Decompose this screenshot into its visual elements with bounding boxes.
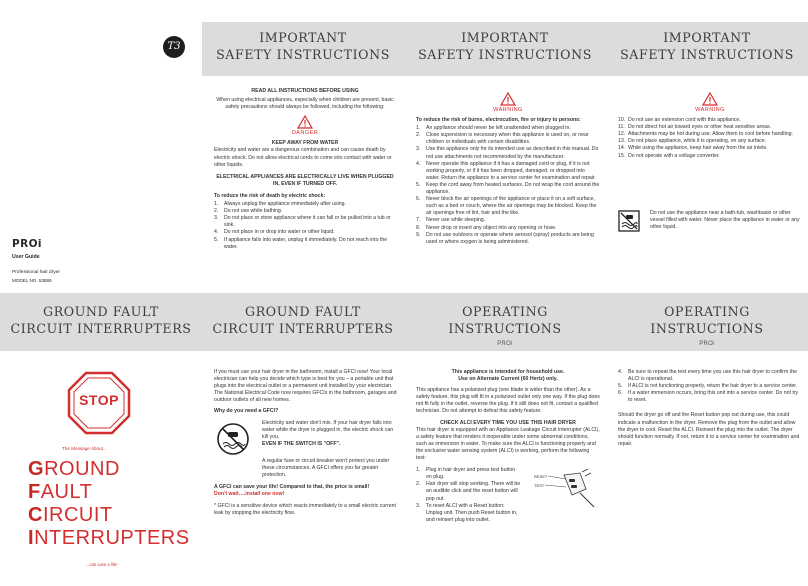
list-item: 3. To reset ALCI with a Reset button: Unplug unit. Then push Reset button in, and reinsert plug into outlet. bbox=[416, 502, 518, 523]
model-number: MODEL NO. 53886 bbox=[12, 278, 52, 283]
even-if-text: EVEN IF THE SWITCH IS "OFF". bbox=[262, 440, 341, 447]
header-line-1: IMPORTANT bbox=[259, 30, 347, 45]
danger-triangle-icon bbox=[297, 115, 313, 129]
header-line-2: CIRCUIT INTERRUPTERS bbox=[10, 321, 192, 336]
household-text: This appliance is intended for household use. bbox=[451, 369, 565, 375]
warning-block bbox=[618, 92, 802, 114]
alci-plug-icon bbox=[528, 469, 600, 509]
safety-3-list bbox=[618, 117, 802, 160]
plug-text: This appliance has a polarized plug (one blade is wider than the other). As a safety feature, this plug will fit in a polarized outlet only one way. If the plug does not fit fully in the outlet, reverse the plug. If it still does not fit, contact a qualified technician. Do not attempt to defeat this safety feature. bbox=[416, 387, 600, 415]
operating-panel-2 bbox=[606, 293, 808, 586]
alci-steps bbox=[416, 467, 521, 524]
safety-2-list bbox=[416, 125, 600, 246]
list-item: 2. Do not use while bathing. bbox=[214, 208, 283, 215]
fuse-text: A regular fuse or circuit breaker won't protect you under these circumstances. A GFCI offers you far greater protection. bbox=[262, 457, 390, 478]
header-line-1: IMPORTANT bbox=[663, 30, 751, 45]
operating-1-header bbox=[404, 293, 606, 351]
list-item: 4. Do not place in or drop into water or other liquid. bbox=[214, 229, 335, 236]
bath-warning bbox=[618, 210, 802, 238]
list-item: 12. Attachments may be hot during use. Allow them to cool before handling. bbox=[618, 131, 793, 138]
header-sub: PROi bbox=[699, 341, 715, 347]
header-line-2: INSTRUCTIONS bbox=[650, 321, 764, 336]
why-heading: Why do you need a GFCI? bbox=[214, 408, 279, 415]
safety-1-list bbox=[214, 201, 396, 251]
header-line-2: SAFETY INSTRUCTIONS bbox=[216, 47, 390, 62]
safety-panel-1 bbox=[202, 0, 404, 293]
list-item: 14. While using the appliance, keep hair away from the air inlets. bbox=[618, 145, 768, 152]
poster-word-fault: FAULT bbox=[28, 481, 93, 503]
reduce-heading: To reduce the risk of death by electric shock: bbox=[214, 192, 326, 199]
poster-word-ground: GROUND bbox=[28, 458, 120, 480]
logo-text: T3 bbox=[167, 41, 181, 52]
product-desc: Professional hair dryer bbox=[12, 270, 60, 275]
list-item: 10. Do not use an extension cord with this appliance. bbox=[618, 117, 741, 124]
list-item: 15. Do not operate with a voltage converter. bbox=[618, 152, 720, 159]
warning-triangle-icon bbox=[500, 92, 516, 106]
list-item: 7. Never use while sleeping. bbox=[416, 217, 486, 224]
live-when-heading: ELECTRICAL APPLIANCES ARE ELECTRICALLY LIVE WHEN PLUGGED IN, EVEN IF TURNED OFF. bbox=[216, 173, 394, 187]
safety-panel-2 bbox=[404, 0, 606, 293]
header-line-1: OPERATING bbox=[462, 304, 548, 319]
stop-text: STOP bbox=[79, 392, 119, 408]
header-line-2: SAFETY INSTRUCTIONS bbox=[418, 47, 592, 62]
safety-1-header bbox=[202, 22, 404, 76]
list-item: 5. If appliance falls into water, unplug it immediately. Do not reach into the water. bbox=[214, 236, 388, 250]
poster-word-interrupters: INTERRUPTERS bbox=[28, 527, 190, 549]
gfci-text-panel bbox=[202, 293, 404, 586]
gfci-poster-header bbox=[0, 293, 202, 351]
header-line-1: GROUND FAULT bbox=[43, 304, 159, 319]
bath-note: Do not use the appliance near a bath-tub, washbasin or other vessel filled with water. Never place the appliance in water or any other liquid. bbox=[650, 209, 800, 230]
header-line-2: CIRCUIT INTERRUPTERS bbox=[212, 321, 394, 336]
list-item: 9. Do not use outdoors or operate where aerosol (spray) products are being used or where oxygen is being administered. bbox=[416, 231, 594, 245]
danger-label: DANGER bbox=[291, 130, 319, 137]
header-line-2: INSTRUCTIONS bbox=[448, 321, 562, 336]
no-dryer-in-water-icon bbox=[216, 422, 250, 456]
reduce-heading: To reduce the risk of burns, electrocution, fire or injury to persons: bbox=[416, 117, 581, 124]
list-item: 4. Be sure to repeat the test every time you use this hair dryer to confirm the ALCI is operational. bbox=[618, 369, 797, 383]
why-text: Electricity and water don't mix. If your hair dryer falls into water while the dryer is plugged in, the electric shock can kill you, bbox=[262, 419, 394, 440]
header-line-1: OPERATING bbox=[664, 304, 750, 319]
gfci-text-header bbox=[202, 293, 404, 351]
header-line-1: IMPORTANT bbox=[461, 30, 549, 45]
list-item: 5. If ALCI is not functioning properly, return the hair dryer to a service center. bbox=[618, 383, 798, 390]
safety-panel-3 bbox=[606, 0, 808, 293]
save-life-text: A GFCI can save your life! Compared to that, the price is small! bbox=[214, 483, 370, 490]
list-item: 3. Use this appliance only for its intended use as described in this manual. Do not use attachments not recommended by the manufacturer. bbox=[416, 146, 599, 160]
alci-text: This hair dryer is equipped with an Appliance Leakage Circuit Interrupter (ALCI), a safety feature that renders it inoperable under some abnormal conditions, such as immersion in water. To make sure the ALCI is functioning properly and the exclusive water sensing system (ALCI) is working, perform the following test: bbox=[416, 426, 600, 462]
warning-block bbox=[416, 92, 600, 114]
list-item: 2. Close supervision is necessary when this appliance is used on, or near children or individuals with certain disabilities. bbox=[416, 132, 589, 146]
dont-wait-text: Don't wait….install one now! bbox=[214, 490, 285, 497]
warning-label: WARNING bbox=[695, 107, 725, 113]
gfci-intro: If you must use your hair dryer in the bathroom, install a GFCI now! Your local electrician can help you decide which type is best for you – a portable unit that plugs into the electrical outlet or a permanent unit installed by your electrician. The National Electrical Code now requires GFCIs in the bathroom, garages and outdoor outlets of all new homes. bbox=[214, 369, 397, 404]
warning-label: WARNING bbox=[493, 107, 523, 113]
list-item: 3. Do not place or store appliance where it can fall or be pulled into a tub or sink. bbox=[214, 215, 391, 229]
list-item: 13. Do not place appliance, while it is operating, on any surface. bbox=[618, 138, 767, 145]
gfci-poster-panel bbox=[0, 293, 202, 586]
check-alci-heading: CHECK ALCI EVERY TIME YOU USE THIS HAIR DRYER bbox=[440, 419, 576, 426]
after-test-text: Should the dryer go off and the Reset button pop out during use, this could indicate a malfunction in the dryer. Remove the plug from the outlet and allow the dryer to cool. Reset the ALCI. Reinsert the plug into the outlet. The dryer should function normally. If not, return it to a service center for examination and repair. bbox=[618, 412, 800, 447]
list-item: 6. If a water immersion occurs, bring this unit into a service center. Do not try to reset. bbox=[618, 390, 799, 404]
list-item: 6. Never block the air openings of the appliance or place it on a soft surface, such as a bed or couch, where the air openings may be blocked. Keep the air openings free of lint, hair and the like. bbox=[416, 196, 597, 217]
poster-tail: ...can save a life! bbox=[86, 562, 118, 567]
reset-label: RESET bbox=[534, 474, 548, 480]
operating-2-header bbox=[606, 293, 808, 351]
gfci-footnote: * GFCI is a sensitive device which reacts immediately to a small electric current leak by stopping the electricity flow. bbox=[214, 503, 396, 517]
header-line-2: SAFETY INSTRUCTIONS bbox=[620, 47, 794, 62]
alci-steps-continued bbox=[618, 369, 802, 404]
read-all-heading: READ ALL INSTRUCTIONS BEFORE USING bbox=[251, 88, 359, 94]
safety-2-header bbox=[404, 22, 606, 76]
header-line-1: GROUND FAULT bbox=[245, 304, 361, 319]
t3-logo bbox=[163, 36, 185, 58]
no-water-icon bbox=[618, 210, 640, 232]
alt-current-text: Use on Alternate Current (60 Hertz) only. bbox=[458, 376, 558, 383]
danger-block bbox=[214, 115, 396, 137]
user-guide-label: User Guide bbox=[12, 254, 40, 260]
plug-diagram bbox=[528, 469, 600, 509]
list-item: 1. Plug in hair dryer and press test button on plug. bbox=[416, 467, 516, 481]
list-item: 4. Never operate this appliance if it has a damaged cord or plug, if it is not working properly, or if it has been dropped, damaged, or dropped into water. Return the appliance to a service center for examination and repair. bbox=[416, 160, 596, 181]
list-item: 1. Always unplug the appliance immediately after using. bbox=[214, 201, 346, 208]
list-item: 8. Never drop or insert any object into any opening or hose. bbox=[416, 224, 557, 231]
header-sub: PROi bbox=[497, 341, 513, 347]
list-item: 2. Hair dryer will stop working. There will be an audible click and the reset button will pop out. bbox=[416, 481, 521, 502]
list-item: 11. Do not direct hot air toward eyes or other heat sensitive areas. bbox=[618, 124, 772, 131]
test-label: TEST bbox=[534, 483, 545, 489]
warning-triangle-icon bbox=[702, 92, 718, 106]
list-item: 1. An appliance should never be left unattended when plugged in. bbox=[416, 125, 571, 132]
message-about: The Message About... bbox=[62, 446, 107, 451]
cover-panel bbox=[0, 0, 202, 293]
product-name: PROi bbox=[12, 238, 42, 250]
keep-away-text: Electricity and water are a dangerous combination and can cause death by electric shock. Do not allow electrical cords to come into contact with water or other liquids. bbox=[214, 147, 392, 168]
safety-3-header bbox=[606, 22, 808, 76]
list-item: 5. Keep the cord away from heated surfaces. Do not wrap the cord around the appliance. bbox=[416, 181, 600, 196]
poster-word-circuit: CIRCUIT bbox=[28, 504, 113, 526]
keep-away-heading: KEEP AWAY FROM WATER bbox=[271, 140, 339, 147]
intro-text: When using electrical appliances, especially when children are present, basic safety precautions should always be followed, including the following: bbox=[216, 97, 394, 111]
operating-panel-1 bbox=[404, 293, 606, 586]
